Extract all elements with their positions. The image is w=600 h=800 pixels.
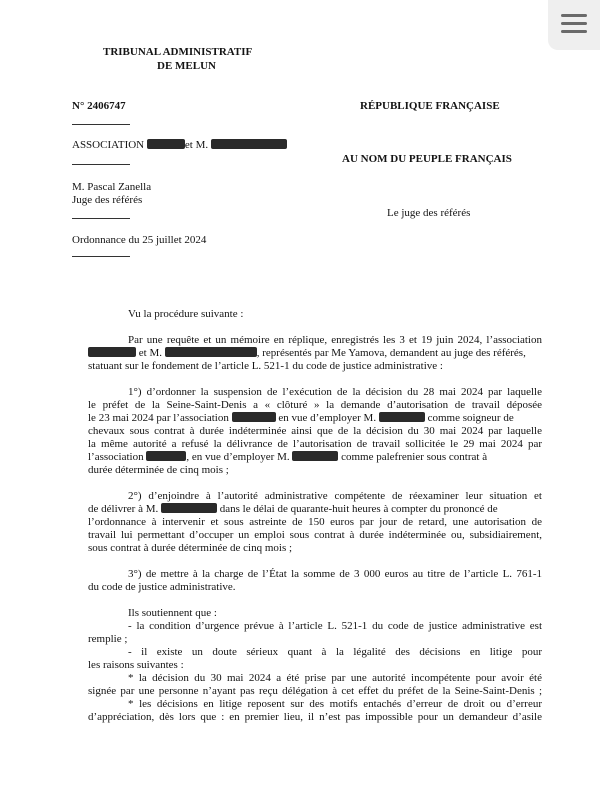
paragraph-line: l’association , en vue d’employer M. comme palefrenier sous contrat à bbox=[88, 451, 488, 463]
paragraph-line: la même autorité a refusé la délivrance de l’autorisation de travail sollicitée le 29 mai 2024 par bbox=[88, 438, 542, 450]
in-the-name-heading: AU NOM DU PEUPLE FRANÇAIS bbox=[342, 153, 512, 165]
republic-heading: RÉPUBLIQUE FRANÇAISE bbox=[360, 100, 500, 112]
paragraph-line: * la décision du 30 mai 2024 a été prise par une autorité incompétente pour avoir été bbox=[128, 672, 542, 684]
paragraph-line: signée par une personne n’ayant pas reçu délégation à cet effet du préfet de la Seine-Saint-Denis ; bbox=[88, 685, 542, 697]
order-date: Ordonnance du 25 juillet 2024 bbox=[72, 234, 207, 246]
paragraph-line: du code de justice administrative. bbox=[88, 581, 236, 593]
case-number: N° 2406747 bbox=[72, 100, 126, 112]
paragraph-line: d’appréciation, dès lors que : en premier lieu, il n’est pas impossible pour un demandeur d’asile bbox=[88, 711, 542, 723]
paragraph-line: les raisons suivantes : bbox=[88, 659, 184, 671]
paragraph-line: chevaux sous contrat à durée indéterminée ainsi que de la décision du 30 mai 2024 par laquelle bbox=[88, 425, 542, 437]
procedure-intro: Vu la procédure suivante : bbox=[128, 308, 244, 320]
redaction bbox=[292, 451, 338, 461]
menu-button[interactable] bbox=[548, 0, 600, 50]
tribunal-city: DE MELUN bbox=[157, 60, 216, 72]
redaction bbox=[161, 503, 217, 513]
paragraph-line: Ils soutiennent que : bbox=[128, 607, 217, 619]
paragraph-line: le 23 mai 2024 par l’association en vue d’employer M. comme soigneur de bbox=[88, 412, 514, 424]
redaction bbox=[88, 347, 136, 357]
paragraph-line: Par une requête et un mémoire en réplique, enregistrés les 3 et 19 juin 2024, l’association bbox=[128, 334, 542, 346]
menu-line-icon bbox=[561, 30, 587, 33]
separator bbox=[72, 164, 130, 165]
separator bbox=[72, 218, 130, 219]
paragraph-line: le préfet de la Seine-Saint-Denis a « clôturé » la demande d’autorisation de travail déposée bbox=[88, 399, 542, 411]
menu-line-icon bbox=[561, 22, 587, 25]
judge-title: Le juge des référés bbox=[387, 207, 471, 219]
paragraph-line: de délivrer à M. dans le délai de quarante-huit heures à compter du prononcé de bbox=[88, 503, 498, 515]
paragraph-line: 3°) de mettre à la charge de l’État la somme de 3 000 euros au titre de l’article L. 761-1 bbox=[128, 568, 542, 580]
paragraph-line: l’ordonnance à intervenir et sous astreinte de 150 euros par jour de retard, une autorisation de bbox=[88, 516, 542, 528]
judge-name: M. Pascal Zanella bbox=[72, 181, 152, 193]
paragraph-line: et M. , représentés par Me Yamova, demandent au juge des référés, bbox=[88, 347, 526, 360]
redaction bbox=[379, 412, 425, 422]
redaction bbox=[147, 139, 185, 149]
paragraph-line: * les décisions en litige reposent sur des motifs entachés d’erreur de droit ou d’erreur bbox=[128, 698, 542, 710]
paragraph-line: travail lui permettant d’occuper un emploi sous contrat à durée indéterminée ou, subsidiairement, bbox=[88, 529, 542, 541]
parties-line: ASSOCIATION et M. bbox=[72, 139, 287, 152]
redaction bbox=[146, 451, 186, 461]
paragraph-line: remplie ; bbox=[88, 633, 128, 645]
paragraph-line: - il existe un doute sérieux quant à la légalité des décisions en litige pour bbox=[128, 646, 542, 658]
tribunal-name: TRIBUNAL ADMINISTRATIF bbox=[103, 46, 253, 58]
separator bbox=[72, 124, 130, 125]
paragraph-line: - la condition d’urgence prévue à l’article L. 521-1 du code de justice administrative est bbox=[128, 620, 542, 632]
paragraph-line: 2°) d’enjoindre à l’autorité administrative compétente de réexaminer leur situation et bbox=[128, 490, 542, 502]
redaction bbox=[165, 347, 257, 357]
paragraph-line: sous contrat à durée déterminée de cinq mois ; bbox=[88, 542, 293, 554]
judge-role: Juge des référés bbox=[72, 194, 143, 206]
paragraph-line: durée déterminée de cinq mois ; bbox=[88, 464, 229, 476]
menu-line-icon bbox=[561, 14, 587, 17]
redaction bbox=[232, 412, 276, 422]
redaction bbox=[211, 139, 287, 149]
paragraph-line: statuant sur le fondement de l’article L. 521-1 du code de justice administrative : bbox=[88, 360, 443, 372]
separator bbox=[72, 256, 130, 257]
paragraph-line: 1°) d’ordonner la suspension de l’exécution de la décision du 28 mai 2024 par laquelle bbox=[128, 386, 542, 398]
